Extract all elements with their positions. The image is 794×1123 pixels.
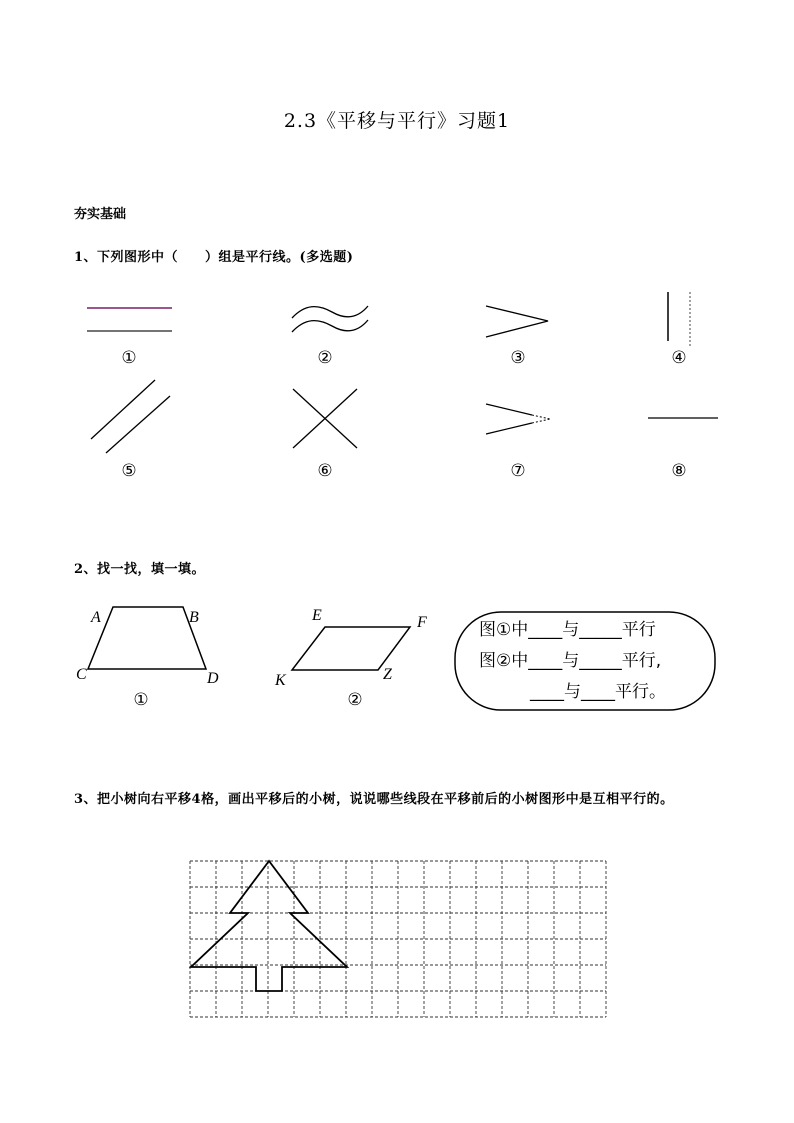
answer-line-2: 图②中____与_____平行,	[479, 651, 662, 671]
vertex-d: D	[207, 670, 219, 687]
vertex-a: A	[91, 609, 101, 626]
page-title: 2.3《平移与平行》习题1	[283, 110, 511, 132]
figure-label-1: ①	[133, 690, 149, 710]
option-label-5: ⑤	[121, 461, 137, 481]
vertex-e: E	[312, 607, 322, 624]
option-label-4: ④	[671, 348, 687, 368]
vertex-k: K	[275, 672, 286, 689]
option-label-2: ②	[317, 348, 333, 368]
option-label-3: ③	[510, 348, 526, 368]
option-label-7: ⑦	[510, 461, 526, 481]
figure-label-2: ②	[347, 690, 363, 710]
vertex-f: F	[417, 614, 427, 631]
vertex-b: B	[189, 609, 199, 626]
question-1-text: 1、下列图形中（ ）组是平行线。(多选题)	[74, 250, 354, 265]
option-label-6: ⑥	[317, 461, 333, 481]
vertex-z: Z	[383, 666, 392, 683]
question-2-text: 2、找一找，填一填。	[74, 562, 206, 577]
vertex-c: C	[76, 666, 87, 683]
answer-line-3: ____与____平行。	[530, 682, 666, 702]
section-heading: 夯实基础	[74, 207, 127, 222]
option-label-1: ①	[121, 348, 137, 368]
question-3-text: 3、把小树向右平移4格，画出平移后的小树，说说哪些线段在平移前后的小树图形中是互相平行的。	[74, 792, 674, 807]
option-label-8: ⑧	[671, 461, 687, 481]
answer-line-1: 图①中____与_____平行	[479, 620, 656, 640]
